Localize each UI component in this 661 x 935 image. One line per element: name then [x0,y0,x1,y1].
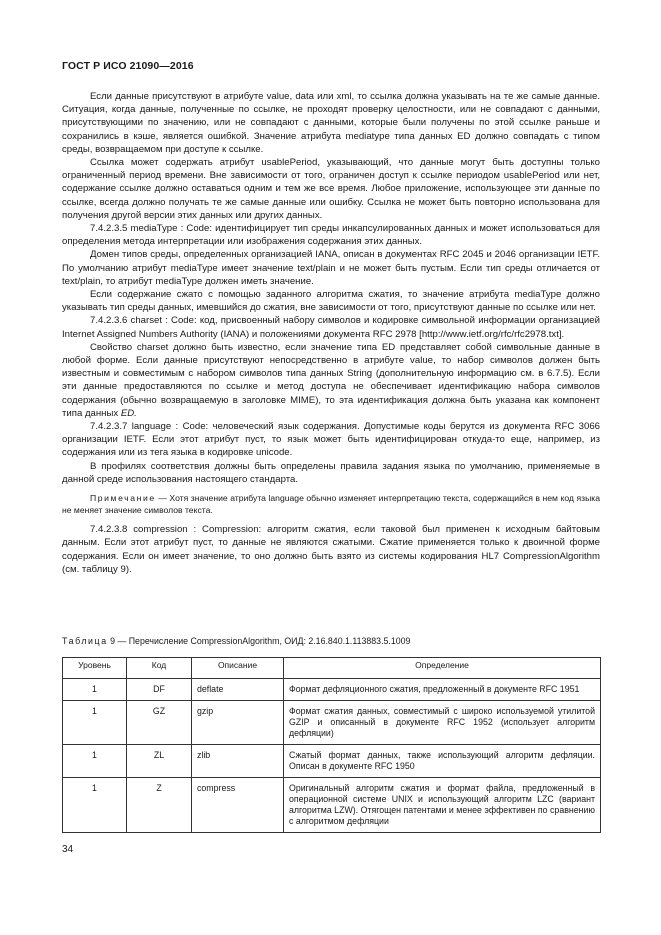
cell-code: GZ [127,701,192,745]
cell-code: DF [127,679,192,701]
paragraph: 7.4.2.3.7 language : Code: человеческий язык содержания. Допустимые коды берутся из документа RFC 3066 организации IETF. Если этот атрибут пуст, то язык может быть идентифицирован откуда-то еще, например, из содержания или из тега языка в кодировке unicode. [62,421,600,459]
table-row [63,701,601,745]
paragraph: Домен типов среды, определенных организацией IANA, описан в документах RFC 2045 и 2046 организации IETF. По умолчанию атрибут mediaType имеет значение text/plain и не может быть пустым. Если тип среды отличается от text/plain, то атрибут mediaType должен иметь значение. [62,249,600,287]
cell-level: 1 [63,701,127,745]
paragraph [62,341,600,420]
cell-level: 1 [63,679,127,701]
body-text [62,90,600,576]
italic-ed: ED. [120,407,137,419]
table-caption [62,635,602,647]
header-level: Уровень [63,658,127,679]
cell-definition: Формат дефляционного сжатия, предложенный в документе RFC 1951 [284,679,601,701]
header-code: Код [127,658,192,679]
note [62,492,600,516]
note-label: Примечание [90,493,156,504]
table-row [63,745,601,778]
cell-description: deflate [192,679,284,701]
table-header-row [63,658,601,679]
paragraph: 7.4.2.3.6 charset : Code: код, присвоенный набору символов и кодировке символьной информации организацией Internet Assigned Numbers Authority (IANA) и положениями документа RFC 2978 [http://www.ietf.org/rfc/rfc2978.txt]. [62,315,600,340]
paragraph: В профилях соответствия должны быть определены правила задания языка по умолчанию, применяемые в данной среде использования настоящего стандарта. [62,460,600,485]
note-text: — Хотя значение атрибута language обычно изменяет интерпретацию текста, содержащийся в нем код языка не меняет значение символов текста. [62,493,600,516]
header-definition: Определение [284,658,601,679]
cell-description: gzip [192,701,284,745]
paragraph: 7.4.2.3.8 compression : Compression: алгоритм сжатия, если таковой был применен к исходным байтовым данным. Если этот атрибут пуст, то данные не являются сжатыми. Сжатие применяется только к двоичной форме содержания. Если он имеет значение, то оно должно быть взято из системы кодирования HL7 CompressionAlgorithm (см. таблицу 9). [62,524,600,575]
table-row [63,778,601,833]
cell-definition: Формат сжатия данных, совместимый с широко используемой утилитой GZIP и описанный в документе RFC 1952 (использует алгоритм дефляции) [284,701,601,745]
paragraph: 7.4.2.3.5 mediaType : Code: идентифицирует тип среды инкапсулированных данных и может использоваться для определения метода интерпретации или изображения содержания этих данных. [62,223,600,248]
document-header: ГОСТ Р ИСО 21090—2016 [62,60,194,72]
page-number: 34 [62,844,74,855]
paragraph: Если содержание сжато с помощью заданного алгоритма сжатия, то значение атрибута mediaType должно указывать тип среды данных, имевшийся до сжатия, вне зависимости от того, присутствуют данные по ссылке или нет. [62,289,600,314]
cell-code: ZL [127,745,192,778]
compression-table [62,657,601,833]
paragraph: Ссылка может содержать атрибут usablePeriod, указывающий, что данные могут быть доступны только ограниченный период времени. Вне зависимости от того, ограничен доступ к ссылке периодом usablePeriod или нет, содержание ссылке должно оставаться одним и тем же все время. Любое приложение, использующее эти данные по ссылке, всегда должно получать те же самые данные или ошибку. Ссылка не может быть повторно использована для получения другой версии этих данных или других данных. [62,157,600,221]
table-caption-label: Таблица [62,636,108,646]
cell-level: 1 [63,745,127,778]
cell-code: Z [127,778,192,833]
cell-description: compress [192,778,284,833]
cell-level: 1 [63,778,127,833]
header-description: Описание [192,658,284,679]
cell-definition: Сжатый формат данных, также использующий алгоритм дефляции. Описан в документе RFC 1950 [284,745,601,778]
cell-definition: Оригинальный алгоритм сжатия и формат файла, предложенный в операционной системе UNIX и использующий алгоритм LZC (вариант алгоритма LZW). Отягощен патентами и менее эффективен по сравнению с алгоритмом дефляции [284,778,601,833]
paragraph: Если данные присутствуют в атрибуте value, data или xml, то ссылка должна указывать на те же самые данные. Ситуация, когда данные, полученные по ссылке, не проходят проверку целостности, или не совпадают с данными, присутствующими по значению, или не совпадают с данными, которые были получены по этой ссылке раньше и сохранились в кэше, является ошибкой. Значение атрибута mediatype типа данных ED должно совпадать с типом среды, возвращаемом при доступе к ссылке. [62,91,600,155]
paragraph-text: Свойство charset должно быть известно, если значение типа ED представляет собой символьные данные в любой форме. Если данные присутствуют непосредственно в атрибуте value, то набор символов должен быть известным и совместимым с набором символов типа данных String (дополнительную информацию см. в 6.7.5). Если эти данные предоставляются по ссылке и метод доступа не обеспечивает идентификацию набора символов содержания (обычно возвращаемую в заголовке MIME), то эта идентификация должна быть указана как компонент типа данных [62,341,600,419]
cell-description: zlib [192,745,284,778]
table-row [63,679,601,701]
table-caption-text: 9 — Перечисление CompressionAlgorithm, ОИД: 2.16.840.1.113883.5.1009 [107,636,411,646]
